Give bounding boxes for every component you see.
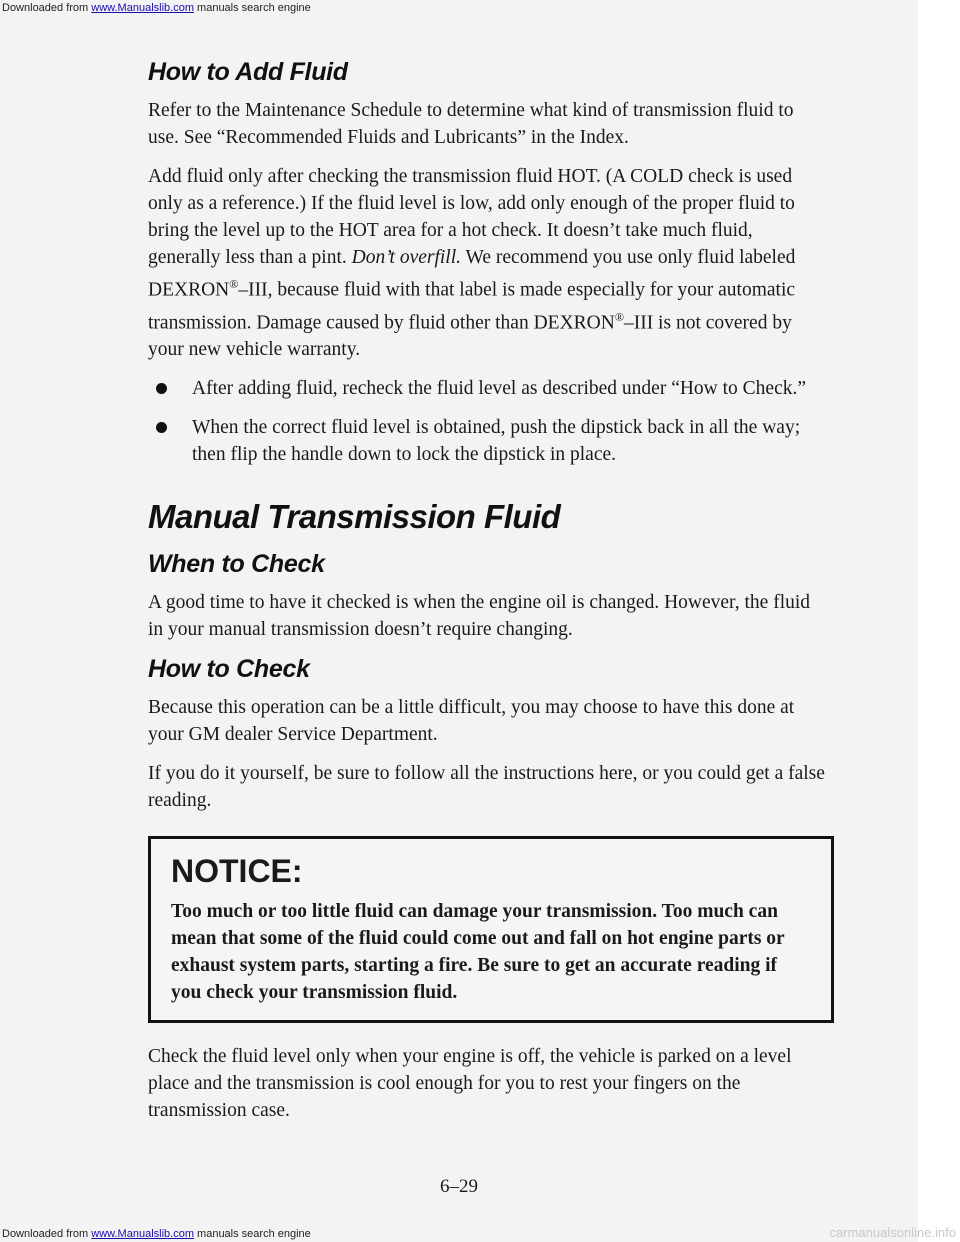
add-fluid-paragraph-1: Refer to the Maintenance Schedule to determine what kind of transmission fluid to use. See “Recommended Fluids and Lubricants” in the Index. xyxy=(148,100,794,148)
add-fluid-p2-part-a: Add fluid only after checking the transmission fluid HOT. (A COLD check is used only as a reference.) If the fluid level is low, add only enough of the proper fluid to bring the level up to the HOT area for a hot check. It doesn’t take much fluid, generally less than a pint. xyxy=(148,166,795,268)
add-fluid-p2-part-d: –III is not covered by your new vehicle warranty. xyxy=(148,312,792,360)
dont-overfill-text: Don’t overfill. xyxy=(351,247,462,268)
how-to-check-paragraph-2: If you do it yourself, be sure to follow all the instructions here, or you could get a false reading. xyxy=(148,763,825,811)
how-to-add-fluid-heading: How to Add Fluid xyxy=(148,58,348,86)
bullet-icon xyxy=(156,383,167,394)
registered-mark: ® xyxy=(229,277,239,291)
add-fluid-p2-part-b: We recommend you use only fluid labeled DEXRON xyxy=(148,247,796,301)
notice-box xyxy=(148,836,834,1023)
download-footer-suffix: manuals search engine xyxy=(193,1228,311,1240)
bullet-text: After adding fluid, recheck the fluid level as described under “How to Check.” xyxy=(192,378,807,399)
page-content xyxy=(148,58,828,1136)
bullet-text: When the correct fluid level is obtained, push the dipstick back in all the way; then flip the handle down to lock the dipstick in place. xyxy=(192,417,801,465)
add-fluid-bullet-list xyxy=(148,375,828,468)
watermark: carmanualsonline.info xyxy=(829,1225,956,1240)
when-to-check-text: A good time to have it checked is when the engine oil is changed. However, the fluid in your manual transmission doesn’t require changing. xyxy=(148,592,811,640)
download-footer-prefix: Downloaded from xyxy=(2,1228,92,1240)
manualslib-link[interactable]: www.Manualslib.com xyxy=(91,2,194,14)
when-to-check-heading: When to Check xyxy=(148,550,325,578)
page-number: 6–29 xyxy=(440,1176,478,1197)
add-fluid-p2-part-c: –III, because fluid with that label is made especially for your automatic transmission. Damage caused by fluid other than DEXRON xyxy=(148,279,796,333)
registered-mark-2: ® xyxy=(614,309,624,324)
notice-text: Too much or too little fluid can damage your transmission. Too much can mean that some of the fluid could come out and fall on hot engine parts or exhaust system parts, starting a fire. Be sure to get an accurate reading if you check your transmission fluid. xyxy=(171,901,785,1003)
list-item xyxy=(148,375,828,402)
check-fluid-level-text: Check the fluid level only when your engine is off, the vehicle is parked on a level place and the transmission is cool enough for you to rest your fingers on the transmission case. xyxy=(148,1046,792,1121)
how-to-check-heading: How to Check xyxy=(148,655,310,683)
manualslib-footer-link[interactable]: www.Manualslib.com xyxy=(91,1228,194,1240)
download-header-prefix: Downloaded from xyxy=(2,2,92,14)
bullet-icon xyxy=(156,422,167,433)
download-header xyxy=(0,0,311,14)
right-margin-strip xyxy=(918,0,960,1242)
how-to-check-paragraph-1: Because this operation can be a little difficult, you may choose to have this done at your GM dealer Service Department. xyxy=(148,697,795,745)
list-item xyxy=(148,414,828,468)
add-fluid-paragraph-2 xyxy=(148,163,828,363)
download-header-suffix: manuals search engine xyxy=(193,2,311,14)
notice-title: NOTICE: xyxy=(171,853,303,889)
manual-transmission-fluid-heading: Manual Transmission Fluid xyxy=(148,498,561,535)
download-footer xyxy=(0,1228,311,1240)
